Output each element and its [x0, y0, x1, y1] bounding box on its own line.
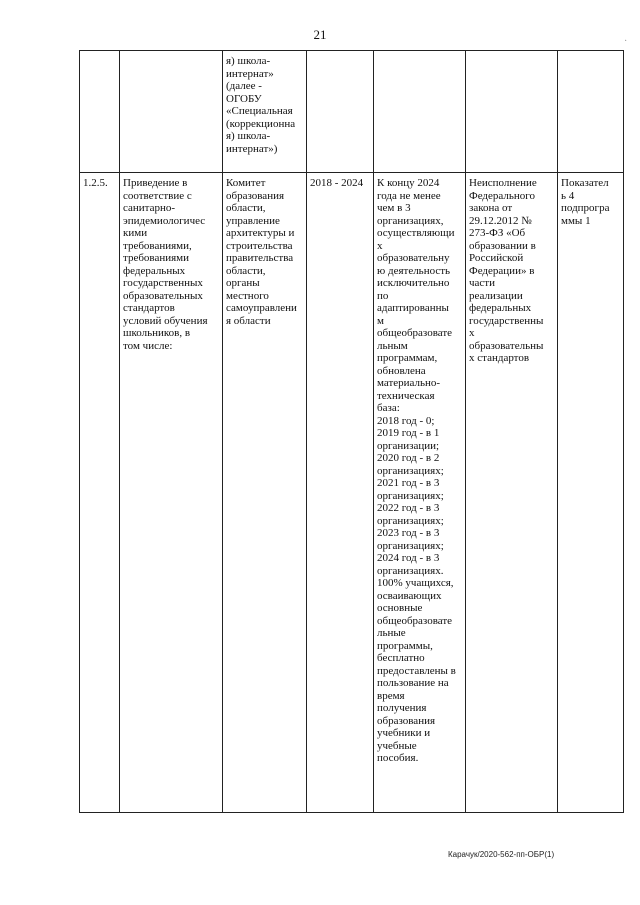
cell-name-empty — [120, 51, 223, 173]
margin-mark: · — [624, 36, 628, 47]
cell-period-empty — [307, 51, 374, 173]
cell-result — [374, 173, 466, 813]
table-row-1-2-5 — [80, 173, 624, 813]
cell-consequence — [466, 173, 558, 813]
cell-number-empty — [80, 51, 120, 173]
cell-name — [120, 173, 223, 813]
page-number: 21 — [313, 27, 327, 42]
cell-link — [558, 173, 624, 813]
document-footer-code: Карачук/2020-562-пп-ОБР(1) — [448, 850, 555, 859]
executor-continuation-text: я) школа- интернат» (далее - ОГОБУ «Специальная (коррекционна я) школа- интернат») — [226, 55, 296, 155]
measure-name: Приведение в соответствие с санитарно- эпидемиологичес кими требованиями, требованиями федеральных государственных образовательных стандартов условий обучения школьников, в том числе: — [123, 177, 208, 352]
period-text: 2018 - 2024 — [310, 177, 364, 189]
executor-text: Комитет образования области, управление архитектуры и строительства правительства области, органы местного самоуправлени я области — [226, 177, 297, 327]
cell-executor — [223, 173, 307, 813]
cell-period — [307, 173, 374, 813]
consequence-text: Неисполнение Федерального закона от 29.12.2012 № 273-ФЗ «Об образовании в Российской Федерации» в части реализации федеральных государственны х образовательны х стандартов — [469, 177, 544, 364]
indicator-link-text: Показател ь 4 подпрогра ммы 1 — [561, 177, 610, 227]
cell-link-empty — [558, 51, 624, 173]
cell-result-empty — [374, 51, 466, 173]
cell-consequence-empty — [466, 51, 558, 173]
result-text: К концу 2024 года не менее чем в 3 организациях, осуществляющи х образовательну ю деятельность исключительно по адаптированны м общеобразовате льным программам, обновлена материально- техническая база: 2018 год - 0; 2019 год - в 1 организации; 2020 год - в 2 организациях; 2021 год - в 3 организациях; 2022 год - в 3 организациях; 2023 год - в 3 организациях; 2024 год - в 3 организациях. 100% учащихся, осваивающих основные общеобразовате льные программы, бесплатно предоставлены в пользование на время получения образования учебники и учебные пособия. — [377, 177, 456, 764]
table-row-continuation — [80, 51, 624, 173]
cell-executor-continuation — [223, 51, 307, 173]
cell-number — [80, 173, 120, 813]
row-number: 1.2.5. — [83, 177, 108, 189]
measures-table — [79, 50, 624, 813]
